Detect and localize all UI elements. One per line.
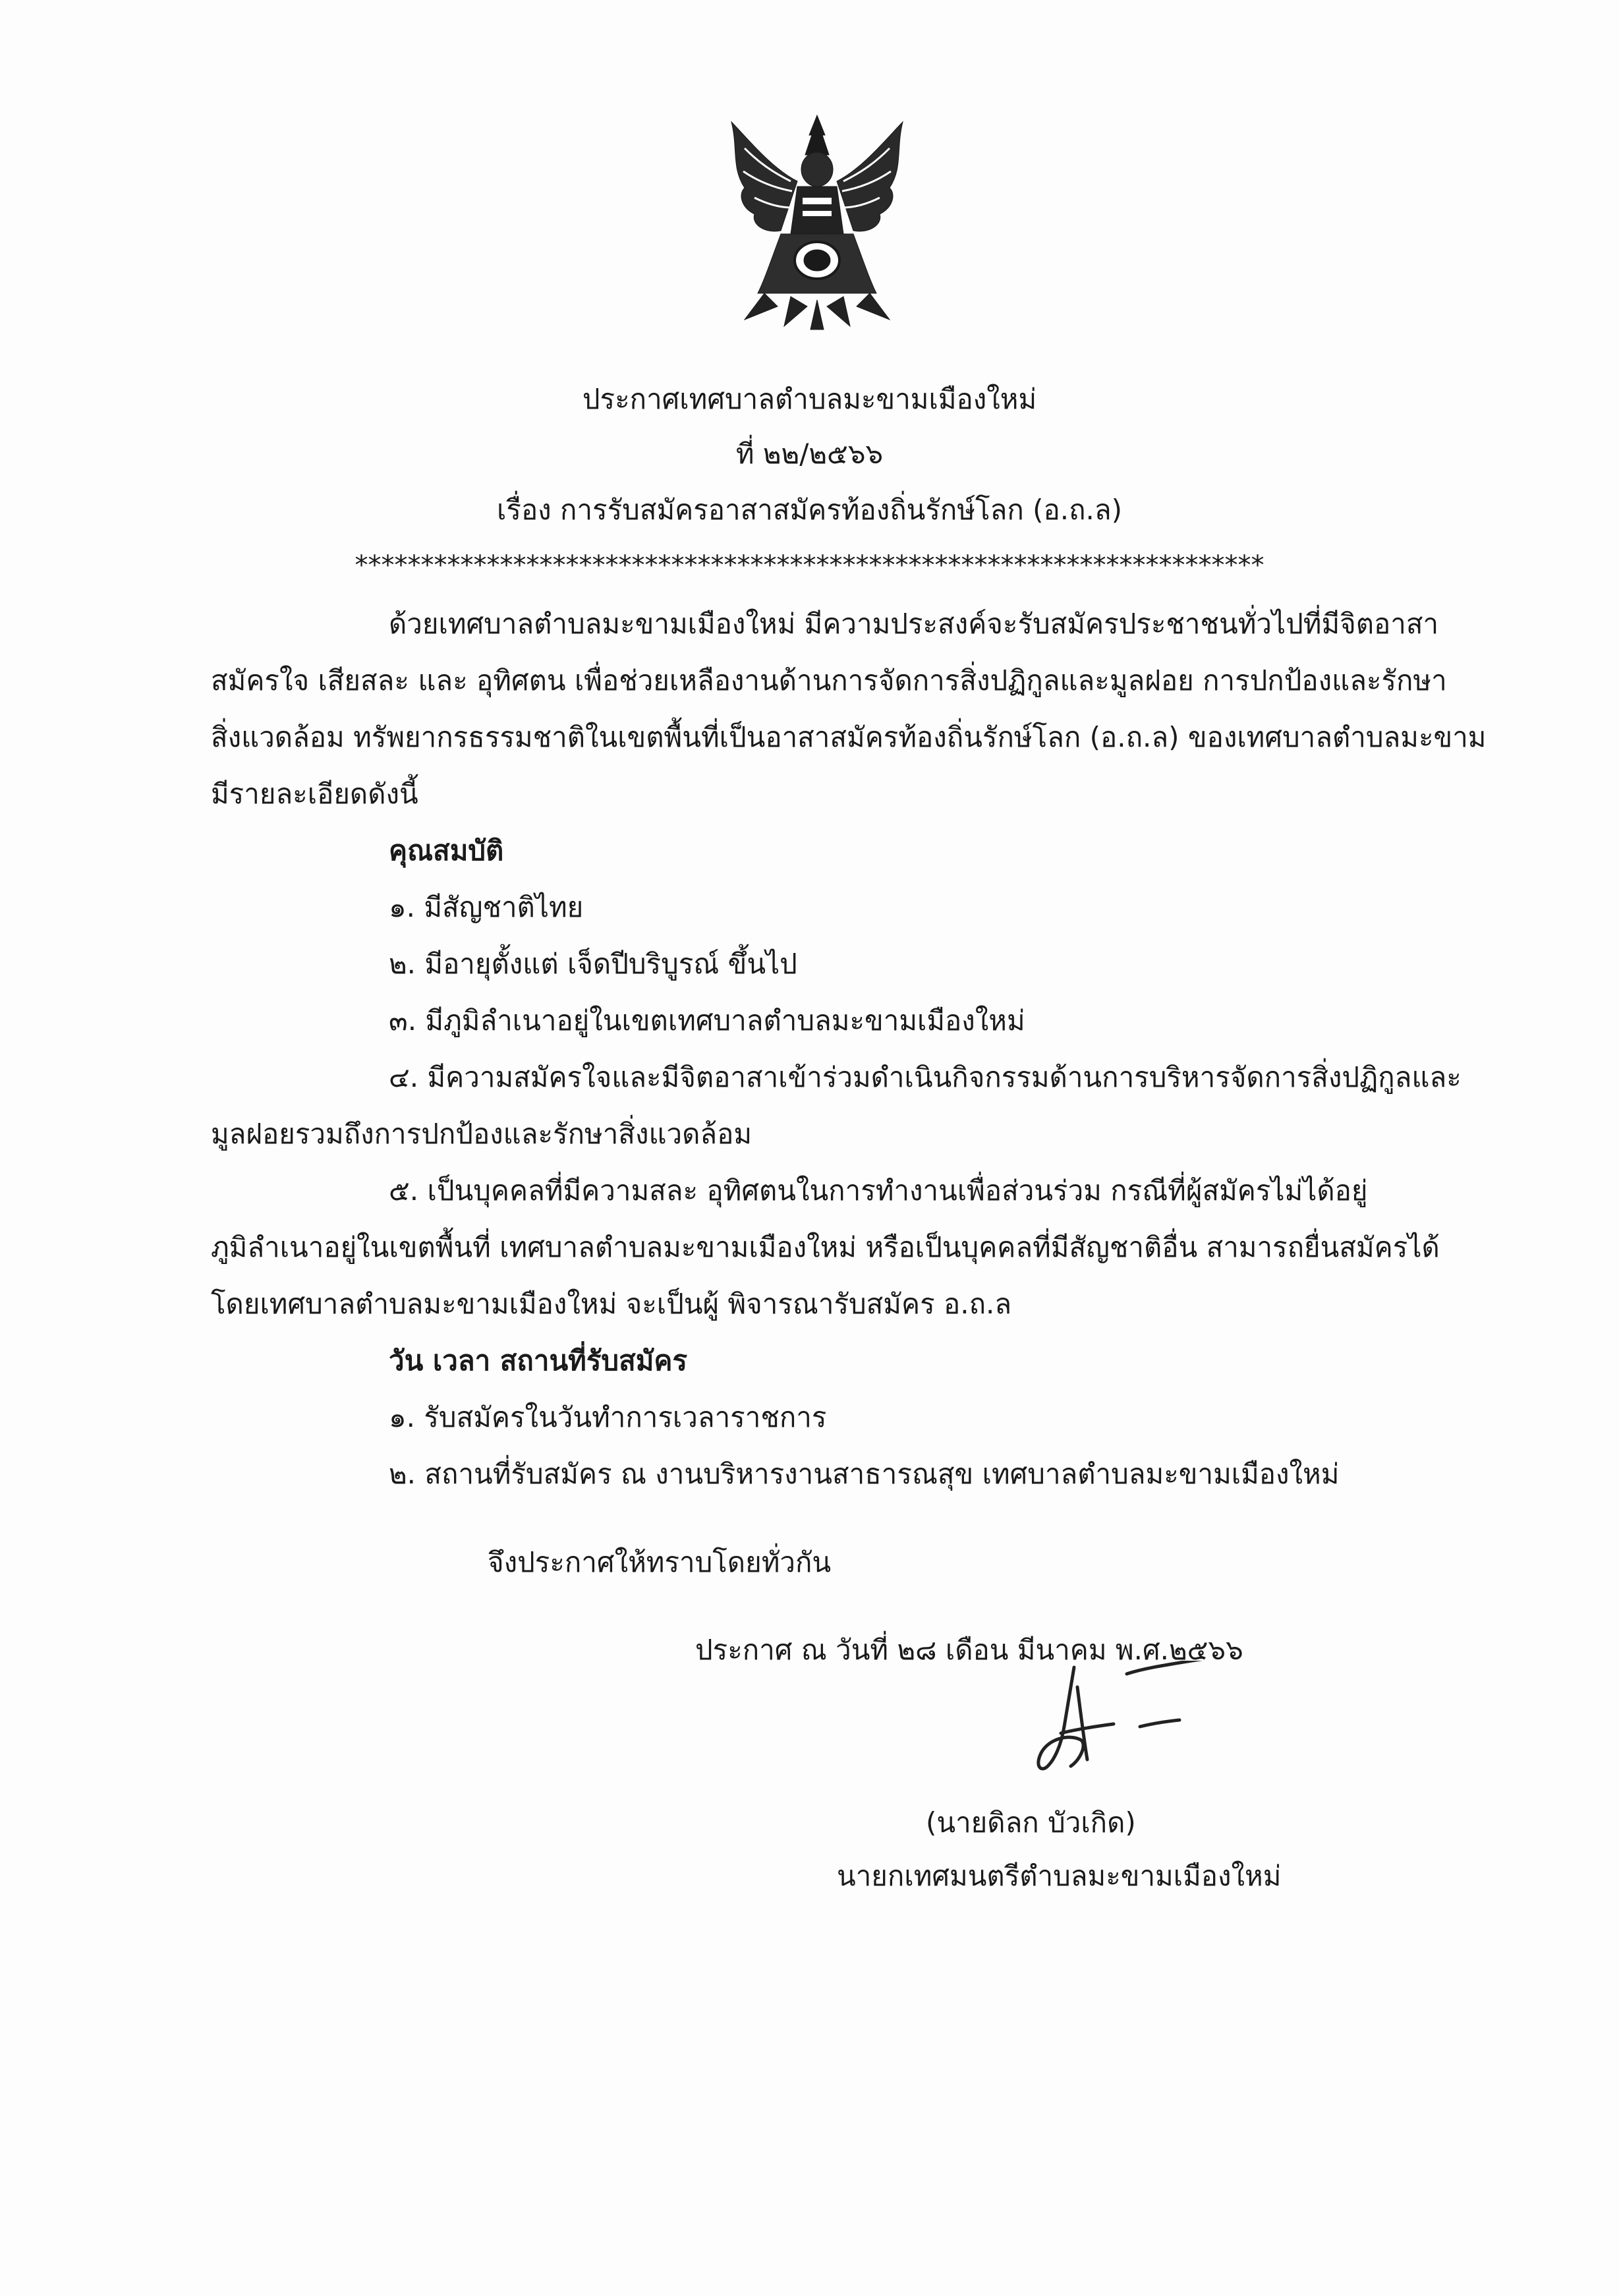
- intro-line: ด้วยเทศบาลตำบลมะขามเมืองใหม่ มีความประสงค์จะรับสมัครประชาชนทั่วไปที่มีจิตอาสา: [389, 608, 1439, 640]
- announcement-number: ที่ ๒๒/๒๕๖๖: [735, 438, 884, 470]
- schedule-item: ๒. สถานที่รับสมัคร ณ งานบริหารงานสาธารณสุข เทศบาลตำบลมะขามเมืองใหม่: [389, 1458, 1340, 1490]
- announcement-subject: เรื่อง การรับสมัครอาสาสมัครท้องถิ่นรักษ์โลก (อ.ถ.ล): [497, 494, 1122, 526]
- announcement-date: ประกาศ ณ วันที่ ๒๘ เดือน มีนาคม พ.ศ.๒๕๖๖: [695, 1634, 1243, 1666]
- intro-line: มีรายละเอียดดังนี้: [211, 778, 418, 810]
- schedule-heading: วัน เวลา สถานที่รับสมัคร: [389, 1344, 688, 1377]
- intro-line: สิ่งแวดล้อม ทรัพยากรธรรมชาติในเขตพื้นที่เป็นอาสาสมัครท้องถิ่นรักษ์โลก (อ.ถ.ล) ของเทศบาลตำบลมะขาม: [211, 721, 1487, 753]
- qualification-item: ๕. เป็นบุคคลที่มีความสละ อุทิศตนในการทำงานเพื่อส่วนร่วม กรณีที่ผู้สมัครไม่ได้อยู่: [389, 1174, 1368, 1207]
- qualifications-heading: คุณสมบัติ: [389, 834, 504, 867]
- signer-name: (นายดิลก บัวเกิด): [926, 1806, 1136, 1839]
- qualification-item-continued: ภูมิลำเนาอยู่ในเขตพื้นที่ เทศบาลตำบลมะขามเมืองใหม่ หรือเป็นบุคคลที่มีสัญชาติอื่น สามารถยื่นสมัครได้: [211, 1231, 1440, 1263]
- qualification-item: ๒. มีอายุตั้งแต่ เจ็ดปีบริบูรณ์ ขึ้นไป: [389, 948, 797, 980]
- separator-line: *********************************************************************: [355, 550, 1264, 581]
- schedule-item: ๑. รับสมัครในวันทำการเวลาราชการ: [389, 1401, 827, 1433]
- qualification-item: ๓. มีภูมิลำเนาอยู่ในเขตเทศบาลตำบลมะขามเมืองใหม่: [389, 1004, 1025, 1037]
- qualification-item-continued: มูลฝอยรวมถึงการปกป้องและรักษาสิ่งแวดล้อม: [211, 1118, 753, 1150]
- announcement-title: ประกาศเทศบาลตำบลมะขามเมืองใหม่: [582, 383, 1037, 415]
- intro-line: สมัครใจ เสียสละ และ อุทิศตน เพื่อช่วยเหลืองานด้านการจัดการสิ่งปฏิกูลและมูลฝอย การปกป้องและรักษา: [211, 664, 1447, 697]
- qualification-item: ๔. มีความสมัครใจและมีจิตอาสาเข้าร่วมดำเนินกิจกรรมด้านการบริหารจัดการสิ่งปฏิกูลและ: [389, 1061, 1462, 1093]
- qualification-item-continued: โดยเทศบาลตำบลมะขามเมืองใหม่ จะเป็นผู้ พิจารณารับสมัคร อ.ถ.ล: [211, 1288, 1012, 1320]
- closing-statement: จึงประกาศให้ทราบโดยทั่วกัน: [488, 1546, 832, 1578]
- handwritten-signature-icon: [1015, 1661, 1226, 1793]
- signer-title: นายกเทศมนตรีตำบลมะขามเมืองใหม่: [837, 1860, 1282, 1892]
- garuda-emblem-icon: [718, 109, 916, 333]
- qualification-item: ๑. มีสัญชาติไทย: [389, 891, 584, 923]
